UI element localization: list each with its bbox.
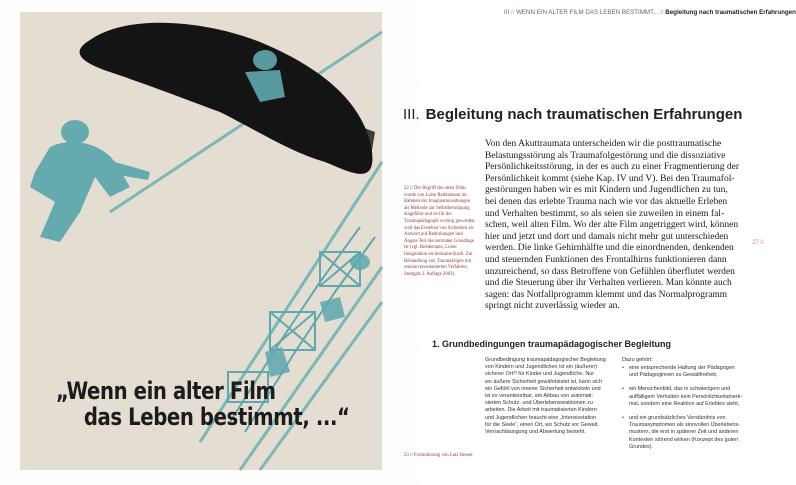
list-item: • eine entsprechende Haltung der Pädagogen und Pädagoginnen zu Gewaltfreiheit,	[622, 365, 758, 379]
footnote-23: 23 // Formulierung von Lutz Besser.	[404, 453, 474, 458]
section-column-2-intro: Dazu gehört:	[622, 357, 653, 363]
chapter-number: III.	[403, 106, 420, 123]
body-paragraph: Von den Akuttraumata unterscheiden wir die posttraumatische Belastungsstörung als Traumafolgestörung und die dissoziative Persönlichkeitsstörung, in der es auch zu einer Fragmentierung der Persönlichkeit kommt (siehe Kap. IV und V). Bei den Traumafol- gestörungen haben wir es mit Kindern und Jugendlichen zu tun, bei denen das erlebte Trauma nach wie vor das aktuelle Erleben und Verhalten bestimmt, so als seien sie zuweilen in einem fal- schen, weil alten Film. Wo der alte Film angetriggert wird, können hier und jetzt und dort und damals nicht mehr gut unterschieden werden. Die linke Gehirnhälfte und die einordnenden, denkenden und steuernden Funktionen des Frontalhirns funktionieren dann unzureichend, so dass Betroffene von Gefühlen überflutet werden und die Steuerung über ihr Verhalten verlieren. Man könnte auch sagen: das Notfallprogramm klemmt und das Normalprogramm springt nicht zuverlässig wieder an.	[485, 139, 740, 312]
running-header	[504, 9, 796, 16]
chapter-title	[403, 90, 742, 127]
header-prefix: III	[504, 9, 510, 16]
list-item: • und ein grundsätzliches Verständnis von Traumasymptomen als sinnvollen Überlebens- mustern, die erst in späterer Zeit und anderen Kontexten störend wirken (Konzept des guten Grundes).	[622, 415, 758, 451]
section-column-2-list	[622, 365, 758, 458]
list-item: • ein Menschenbild, das in schwierigem und auffälligem Verhalten kein Persönlichkeitsmerk- mal, sondern eine Reaktion auf Erlebtes sieht,	[622, 386, 758, 408]
header-separator-2: //	[660, 9, 664, 16]
footnote-22: 22 // Der Begriff des alten Films wurde von Luise Reddemann im Rahmen der Imaginationsübungen als Methode zur Selbstberuhigung eingeführt und ist für die Traumapädagogik wichtig geworden, weil das Erstellen von Sicherheit als Antwort auf Bedrohungen und Ängste Teil des zentralen Grundlage ist (vgl. Reddemann, Luise: Imagination als heilsame Kraft. Zur Behandlung von Traumafolgen mit ressourcenorientierten Verfahren, Stuttgart 2. Auflage 2003).	[404, 186, 476, 277]
page-number: 27 //	[752, 240, 764, 246]
header-parent-title: WENN EIN ALTER FILM DAS LEBEN BESTIMMT...	[516, 9, 659, 16]
cover-title	[56, 377, 350, 431]
cover-illustration	[20, 12, 382, 470]
header-separator: //	[510, 9, 515, 16]
section-heading: 1. Grundbedingungen traumapädagogischer Begleitung	[432, 339, 672, 349]
cover-title-line2: das Leben bestimmt, ...“	[83, 403, 350, 431]
header-current-title: Begleitung nach traumatischen Erfahrungen	[665, 9, 796, 16]
cover-title-line1: „Wenn ein alter Film	[56, 377, 276, 405]
chapter-title-text: Begleitung nach traumatischen Erfahrungen	[425, 106, 743, 123]
section-column-1: Grundbedingung traumapädagogischer Begleitung von Kindern und Jugendlichen ist ein (äußerer) sicherer Ort²³ für Kinder und Jugendliche. Nur wo äußere Sicherheit gewährleistet ist, kann sich ein Gefühl von innerer Sicherheit entwickeln und ist es verantwortbar, am Abbau von automati- sierten Schutz- und Überlebensreaktionen zu arbeiten. Die Arbeit mit traumatisierten Kindern und Jugendlichen braucht eine „Intensivstation für die Seele“, einen Ort, wo Schutz vor Gewalt, Vernachlässigung und Abwertung besteht.	[485, 357, 606, 436]
